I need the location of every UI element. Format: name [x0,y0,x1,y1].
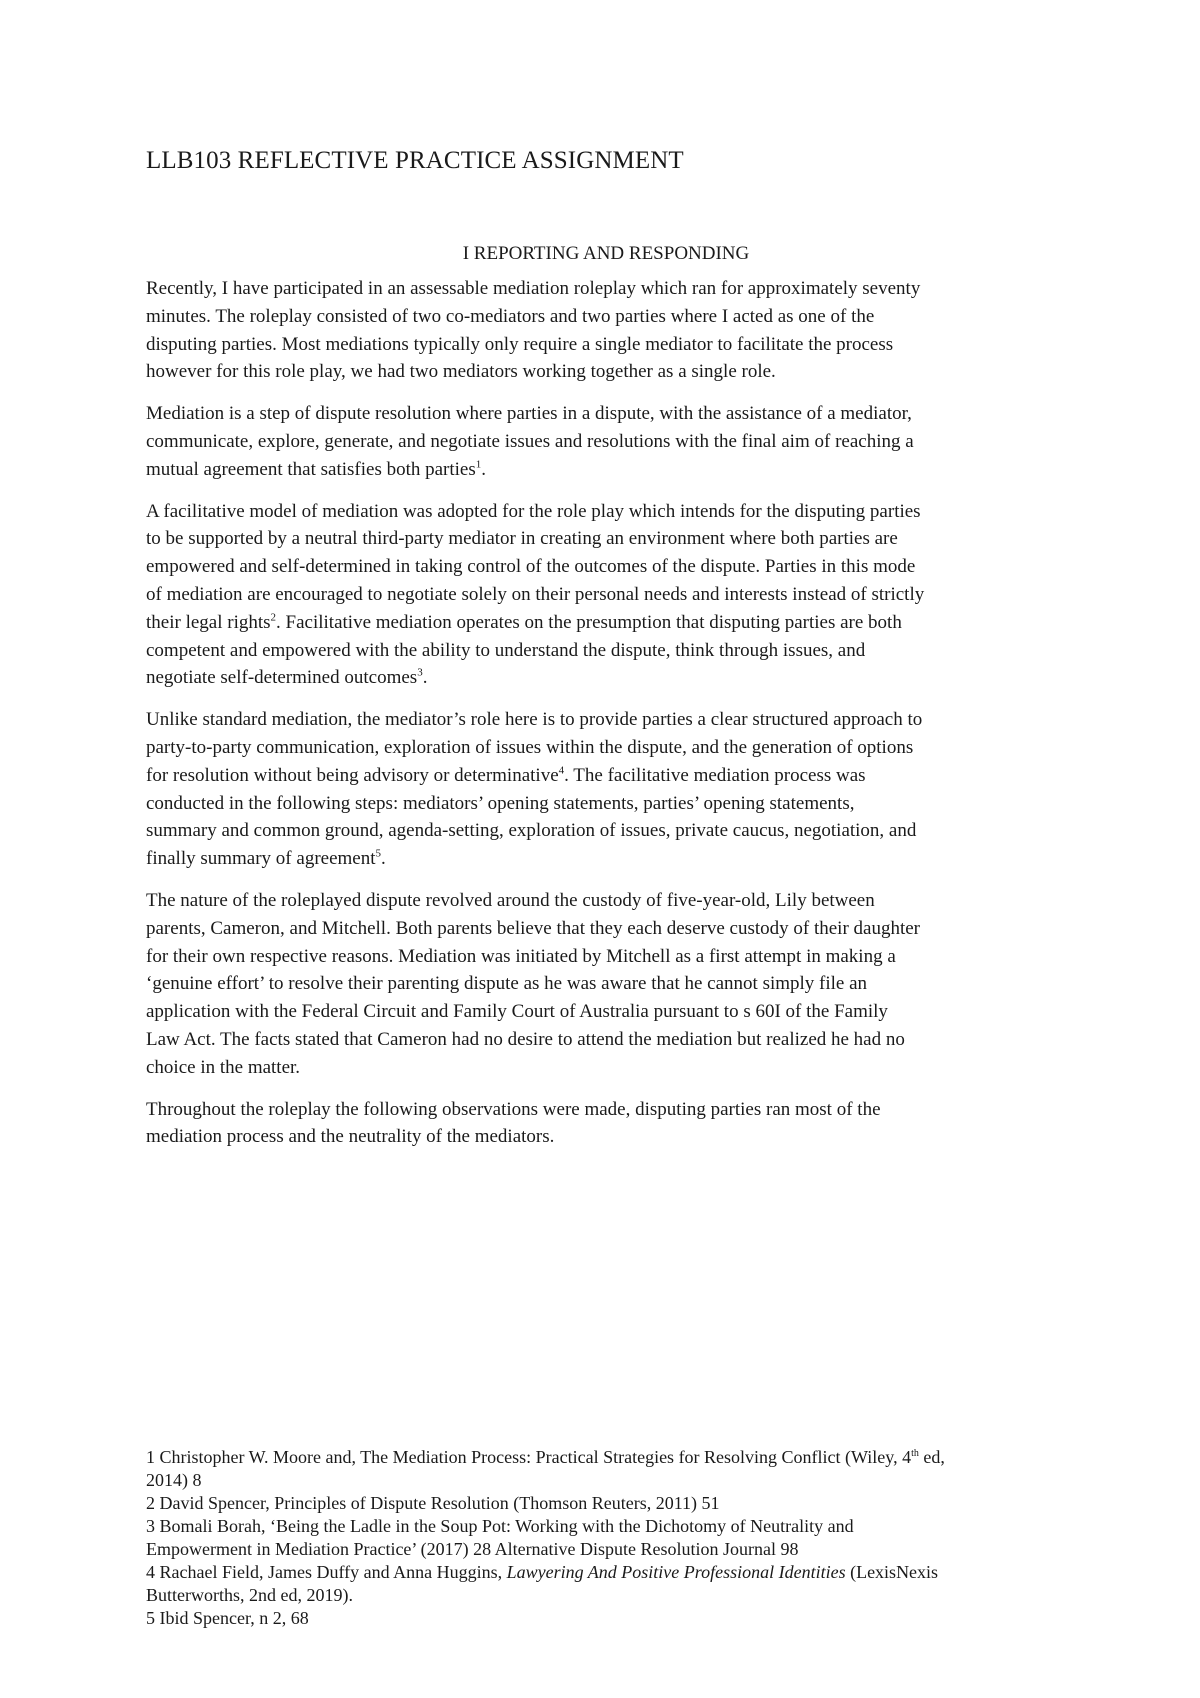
footnote-4: 4 Rachael Field, James Duffy and Anna Huggins, Lawyering And Positive Professional Identities (LexisNexis Butterworths, 2nd ed, 2019). [146,1562,939,1605]
paragraph-3: A facilitative model of mediation was adopted for the role play which intends for the disputing parties to be supported by a neutral third-party mediator in creating an environment where both parties are empowered and self-determined in taking control of the outcomes of the dispute. Parties in this mode of mediation are encouraged to negotiate solely on their personal needs and interests instead of strictly their legal rights$^2$. Facilitative mediation operates on the presumption that disputing parties are both competent and empowered with the ability to understand the dispute, think through issues, and negotiate self-determined outcomes$^3$. [146,500,925,689]
document-body [146,240,1066,1165]
footnote-2: 2 David Spencer, Principles of Dispute Resolution (Thomson Reuters, 2011) 51 [146,1493,720,1513]
paragraph-6: Throughout the roleplay the following observations were made, disputing parties ran most of the mediation process and the neutrality of the mediators. [146,1098,881,1148]
paragraph-2: Mediation is a step of dispute resolution where parties in a dispute, with the assistance of a mediator, communicate, explore, generate, and negotiate issues and resolutions with the final aim of reaching a mutual agreement that satisfies both parties$^1$. [146,403,914,480]
paragraph-5: The nature of the roleplayed dispute revolved around the custody of five-year-old, Lily between parents, Cameron, and Mitchell. Both parents believe that they each deserve custody of their daughter for their own respective reasons. Mediation was initiated by Mitchell as a first attempt in making a ‘genuine effort’ to resolve their parenting dispute as he was aware that he cannot simply file an application with the Federal Circuit and Family Court of Australia pursuant to s 60I of the Family Law Act. The facts stated that Cameron had no desire to attend the mediation but realized he had no choice in the matter. [146,889,920,1078]
page-title: LLB103 REFLECTIVE PRACTICE ASSIGNMENT [146,147,684,174]
paragraph-4: Unlike standard mediation, the mediator’s role here is to provide parties a clear structured approach to party-to-party communication, exploration of issues within the dispute, and the generation of options for resolution without being advisory or determinative$^4$. The facilitative mediation process was conducted in the following steps: mediators’ opening statements, parties’ opening statements, summary and common ground, agenda-setting, exploration of issues, private caucus, negotiation, and finally summary of agreement$^5$. [146,709,923,870]
footnote-ref-2: 2 [270,611,277,624]
footnote-ref-3: 3 [417,667,423,680]
footnote-5: 5 Ibid Spencer, n 2, 68 [146,1608,309,1628]
section-heading: I REPORTING AND RESPONDING [462,243,750,264]
footnotes [146,1446,1066,1630]
footnote-ref-4: 4 [558,764,565,777]
paragraph-1: Recently, I have participated in an assessable mediation roleplay which ran for approximately seventy minutes. The roleplay consisted of two co-mediators and two parties where I acted as one of the disputing parties. Most mediations typically only require a single mediator to facilitate the process however for this role play, we had two mediators working together as a single role. [146,278,921,383]
footnote-ref-1: 1 [475,458,482,471]
footnote-ref-5: 5 [375,847,382,860]
footnote-1: 1 Christopher W. Moore and, The Mediation Process: Practical Strategies for Resolving Conflict (Wiley, 4th ed, 2014) 8 [146,1447,945,1490]
footnote-3: 3 Bomali Borah, ‘Being the Ladle in the Soup Pot: Working with the Dichotomy of Neutrality and Empowerment in Mediation Practice’ (2017) 28 Alternative Dispute Resolution Journal 98 [146,1516,854,1559]
